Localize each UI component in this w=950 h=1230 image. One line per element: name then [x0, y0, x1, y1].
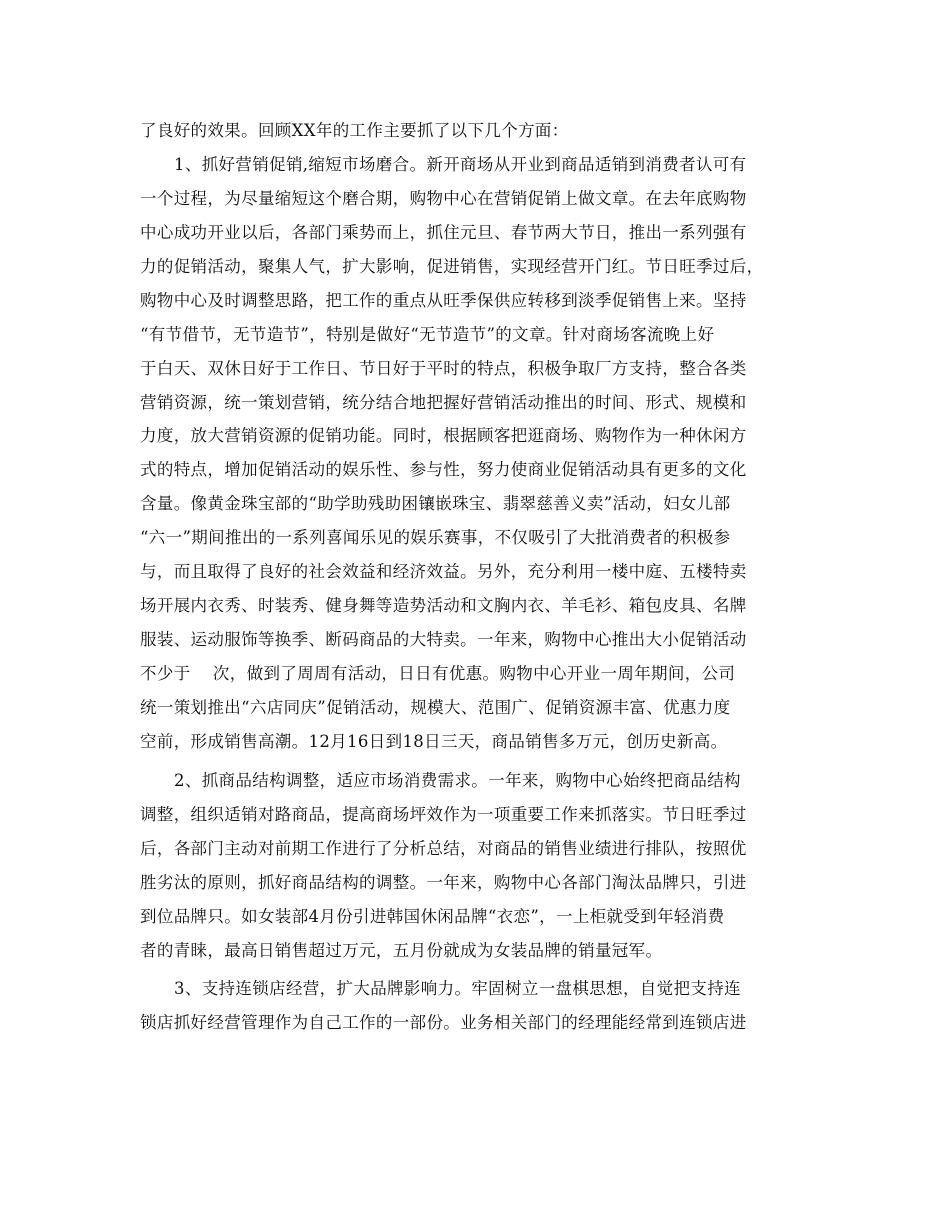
text-line: “六一”期间推出的一系列喜闻乐见的娱乐赛事，不仅吸引了大批消费者的积极参 — [140, 528, 731, 548]
text-line: 力度，放大营销资源的促销功能。同时，根据顾客把逛商场、购物作为一种休闲方 — [140, 426, 747, 446]
text-line: 营销资源，统一策划营销，统分结合地把握好营销活动推出的时间、形式、规模和 — [140, 392, 747, 412]
text-line: 后，各部门主动对前期工作进行了分析总结，对商品的销售业绩进行排队，按照优 — [140, 838, 747, 858]
text-line: 2、抓商品结构调整，适应市场消费需求。一年来，购物中心始终把商品结构 — [174, 770, 741, 790]
text-line: 胜劣汰的原则，抓好商品结构的调整。一年来，购物中心各部门淘汰品牌只，引进 — [140, 872, 747, 892]
text-line: 3、支持连锁店经营，扩大品牌影响力。牢固树立一盘棋思想，自觉把支持连 — [174, 979, 741, 999]
text-line: 一个过程，为尽量缩短这个磨合期，购物中心在营销促销上做文章。在去年底购物 — [140, 188, 747, 208]
text-line: 力的促销活动，聚集人气，扩大影响，促进销售，实现经营开门红。节日旺季过后， — [140, 256, 764, 276]
text-line: 与，而且取得了良好的社会效益和经济效益。另外，充分利用一楼中庭、五楼特卖 — [140, 562, 747, 582]
text-line: 空前，形成销售高潮。12月16日到18日三天，商品销售多万元，创历史新高。 — [140, 731, 728, 751]
text-line: 含量。像黄金珠宝部的“助学助残助困镶嵌珠宝、翡翠慈善义卖”活动，妇女儿部 — [140, 494, 731, 514]
text-line: 于白天、双休日好于工作日、节日好于平时的特点，积极争取厂方支持，整合各类 — [140, 358, 747, 378]
text-line: 者的青睐，最高日销售超过万元，五月份就成为女装品牌的销量冠军。 — [140, 940, 663, 960]
text-line: 购物中心及时调整思路，把工作的重点从旺季保供应转移到淡季促销售上来。坚持 — [140, 290, 747, 310]
text-line: 中心成功开业以后，各部门乘势而上，抓住元旦、春节两大节日，推出一系列强有 — [140, 222, 747, 242]
text-line: “有节借节，无节造节”，特别是做好“无节造节”的文章。针对商场客流晚上好 — [140, 324, 715, 344]
text-line: 场开展内衣秀、时装秀、健身舞等造势活动和文胸内衣、羊毛衫、箱包皮具、名牌 — [140, 596, 747, 616]
text-line: 1、抓好营销促销,缩短市场磨合。新开商场从开业到商品适销到消费者认可有 — [174, 154, 747, 174]
text-line: 统一策划推出“六店同庆”促销活动，规模大、范围广、促销资源丰富、优惠力度 — [140, 697, 731, 717]
text-line: 了良好的效果。回顾XX年的工作主要抓了以下几个方面： — [140, 121, 569, 140]
document-body — [140, 114, 820, 1040]
text-line: 调整，组织适销对路商品，提高商场坪效作为一项重要工作来抓落实。节日旺季过 — [140, 804, 747, 824]
text-line: 锁店抓好经营管理作为自己工作的一部份。业务相关部门的经理能经常到连锁店进 — [140, 1013, 747, 1033]
text-line: 服装、运动服饰等换季、断码商品的大特卖。一年来，购物中心推出大小促销活动 — [140, 630, 747, 650]
text-line: 式的特点，增加促销活动的娱乐性、参与性，努力使商业促销活动具有更多的文化 — [140, 460, 747, 480]
text-line: 到位品牌只。如女装部4月份引进韩国休闲品牌“衣恋”，一上柜就受到年轻消费 — [140, 906, 725, 926]
text-line: 不少于 次，做到了周周有活动，日日有优惠。购物中心开业一周年期间，公司 — [140, 664, 736, 683]
